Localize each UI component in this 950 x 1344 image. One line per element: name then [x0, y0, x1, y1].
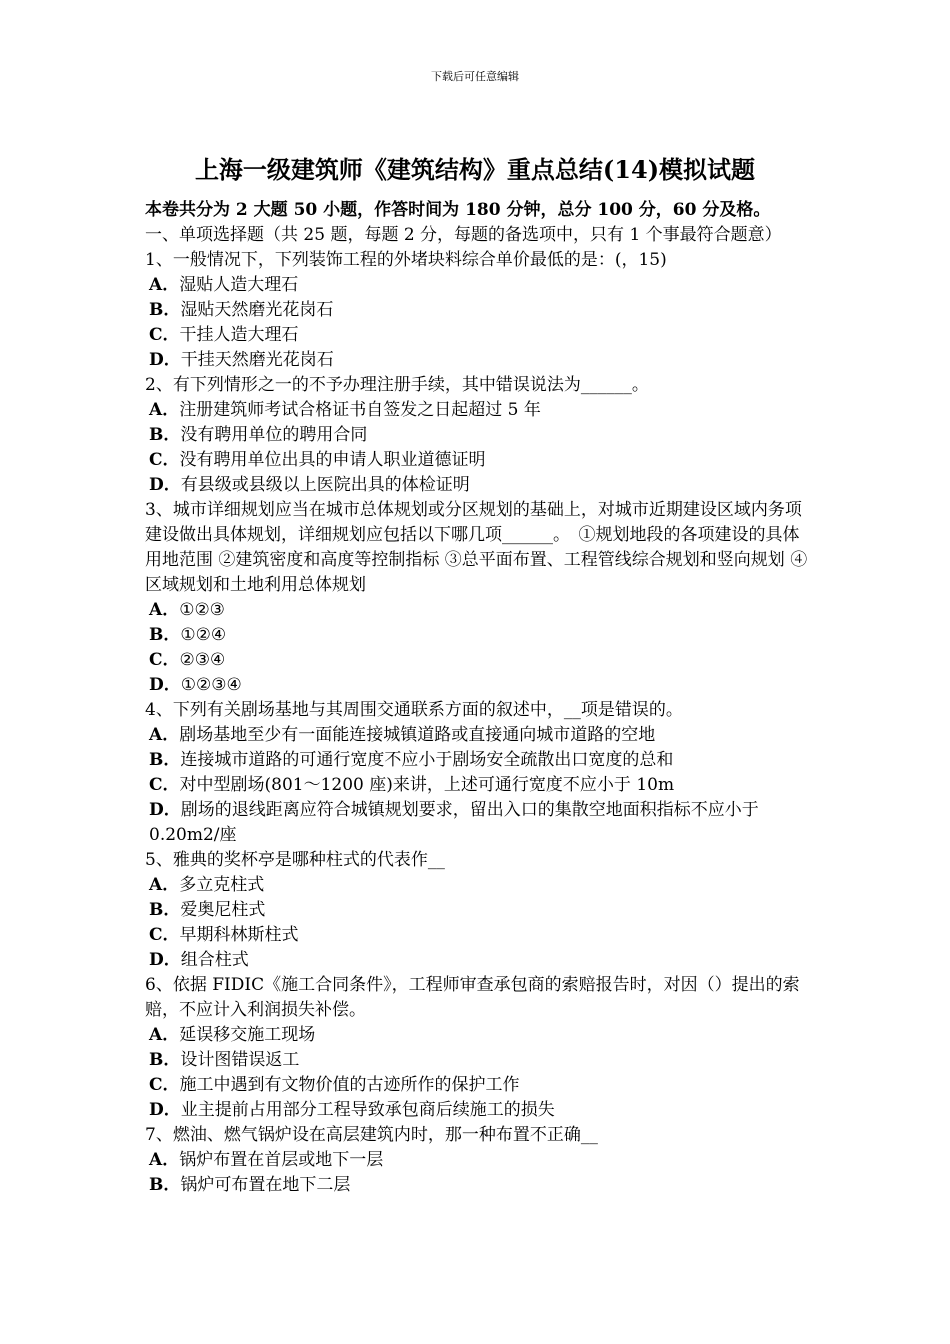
option-text: 设计图错误返工: [180, 1050, 300, 1070]
option-text: 连接城市道路的可通行宽度不应小于剧场安全疏散出口宽度的总和: [180, 750, 674, 770]
option-b: [145, 1048, 815, 1073]
option-text: 注册建筑师考试合格证书自签发之日起超过 5 年: [179, 400, 541, 420]
option-text: 锅炉可布置在地下二层: [180, 1175, 351, 1195]
option-letter: A．: [149, 1025, 180, 1045]
option-letter: B．: [149, 1050, 181, 1070]
option-text: 干挂人造大理石: [179, 325, 299, 345]
option-text: 早期科林斯柱式: [179, 925, 299, 945]
option-letter: B．: [149, 750, 181, 770]
option-d: [145, 348, 815, 373]
question-2: [145, 373, 815, 498]
option-a: [145, 873, 815, 898]
option-b: [145, 898, 815, 923]
option-text: ①②③: [179, 600, 225, 620]
option-text: ①②③④: [180, 675, 242, 695]
option-letter: B．: [149, 1175, 181, 1195]
option-letter: C．: [149, 325, 180, 345]
question-stem: 2、有下列情形之一的不予办理注册手续，其中错误说法为______。: [145, 375, 649, 395]
option-letter: A．: [149, 875, 180, 895]
option-letter: D．: [149, 950, 181, 970]
option-text: 业主提前占用部分工程导致承包商后续施工的损失: [180, 1100, 555, 1120]
option-letter: D．: [149, 475, 181, 495]
option-text: 爱奥尼柱式: [180, 900, 266, 920]
question-stem: 6、依据 FIDIC《施工合同条件》，工程师审查承包商的索赔报告时，对因（）提出的索赔，不应计入利润损失补偿。: [145, 975, 800, 1020]
option-letter: B．: [149, 625, 181, 645]
option-c: [145, 923, 815, 948]
question-stem: 4、下列有关剧场基地与其周围交通联系方面的叙述中，__项是错误的。: [145, 700, 683, 720]
option-letter: A．: [149, 275, 180, 295]
option-b: [145, 623, 815, 648]
option-letter: C．: [149, 450, 180, 470]
option-letter: A．: [149, 400, 180, 420]
option-a: [145, 723, 815, 748]
option-text: 有县级或县级以上医院出具的体检证明: [180, 475, 470, 495]
question-stem: 7、燃油、燃气锅炉设在高层建筑内时，那一种布置不正确__: [145, 1125, 598, 1145]
question-4: [145, 698, 815, 848]
option-text: 组合柱式: [180, 950, 249, 970]
option-letter: B．: [149, 900, 181, 920]
option-letter: A．: [149, 600, 180, 620]
exam-intro: 本卷共分为 2 大题 50 小题，作答时间为 180 分钟，总分 100 分，60 分及格。: [145, 200, 771, 220]
option-letter: D．: [149, 800, 181, 820]
question-stem: 5、雅典的奖杯亭是哪种柱式的代表作__: [145, 850, 445, 870]
option-letter: C．: [149, 1075, 180, 1095]
option-text: 剧场的退线距离应符合城镇规划要求，留出入口的集散空地面积指标不应小于 0.20m2/座: [149, 800, 759, 845]
option-d: [145, 798, 815, 848]
option-text: 对中型剧场(801～1200 座)来讲，上述可通行宽度不应小于 10m: [179, 775, 675, 795]
option-letter: A．: [149, 725, 180, 745]
option-text: 施工中遇到有文物价值的古迹所作的保护工作: [179, 1075, 520, 1095]
option-letter: B．: [149, 425, 181, 445]
option-text: ①②④: [180, 625, 227, 645]
option-text: 湿贴天然磨光花岗石: [180, 300, 334, 320]
option-text: 剧场基地至少有一面能连接城镇道路或直接通向城市道路的空地: [179, 725, 656, 745]
option-c: [145, 448, 815, 473]
option-b: [145, 1173, 815, 1198]
option-text: 干挂天然磨光花岗石: [180, 350, 334, 370]
option-b: [145, 298, 815, 323]
question-5: [145, 848, 815, 973]
header-note: 下载后可任意编辑: [431, 70, 519, 83]
option-d: [145, 948, 815, 973]
option-b: [145, 423, 815, 448]
option-c: [145, 1073, 815, 1098]
option-text: 没有聘用单位的聘用合同: [180, 425, 368, 445]
option-text: ②③④: [179, 650, 226, 670]
option-a: [145, 598, 815, 623]
option-a: [145, 1148, 815, 1173]
option-text: 没有聘用单位出具的申请人职业道德证明: [179, 450, 486, 470]
option-letter: D．: [149, 350, 181, 370]
option-letter: C．: [149, 650, 180, 670]
option-c: [145, 773, 815, 798]
option-letter: B．: [149, 300, 181, 320]
question-1: [145, 248, 815, 373]
option-letter: A．: [149, 1150, 180, 1170]
option-text: 湿贴人造大理石: [179, 275, 299, 295]
option-c: [145, 648, 815, 673]
question-stem: 1、一般情况下，下列装饰工程的外堵块料综合单价最低的是：(，15): [145, 250, 667, 270]
document-body: [145, 198, 815, 1198]
section-heading: 一、单项选择题（共 25 题，每题 2 分，每题的备选项中，只有 1 个事最符合题意）: [145, 225, 782, 245]
option-text: 锅炉布置在首层或地下一层: [179, 1150, 384, 1170]
option-a: [145, 1023, 815, 1048]
document-title: 上海一级建筑师《建筑结构》重点总结(14)模拟试题: [194, 155, 756, 184]
option-letter: D．: [149, 675, 181, 695]
question-stem: 3、城市详细规划应当在城市总体规划或分区规划的基础上，对城市近期建设区域内务项建设做出具体规划，详细规划应包括以下哪几项______。 ①规划地段的各项建设的具体用地范围 ②建筑密度和高度等控制指标 ③总平面布置、工程管线综合规划和竖向规划 ④区域规划和土地利用总体规划: [145, 500, 808, 595]
option-d: [145, 673, 815, 698]
question-3: [145, 498, 815, 698]
option-letter: C．: [149, 925, 180, 945]
option-b: [145, 748, 815, 773]
question-6: [145, 973, 815, 1123]
option-letter: D．: [149, 1100, 181, 1120]
option-d: [145, 1098, 815, 1123]
option-text: 延误移交施工现场: [179, 1025, 316, 1045]
option-a: [145, 398, 815, 423]
option-d: [145, 473, 815, 498]
option-a: [145, 273, 815, 298]
option-text: 多立克柱式: [179, 875, 265, 895]
question-7: [145, 1123, 815, 1198]
option-letter: C．: [149, 775, 180, 795]
option-c: [145, 323, 815, 348]
